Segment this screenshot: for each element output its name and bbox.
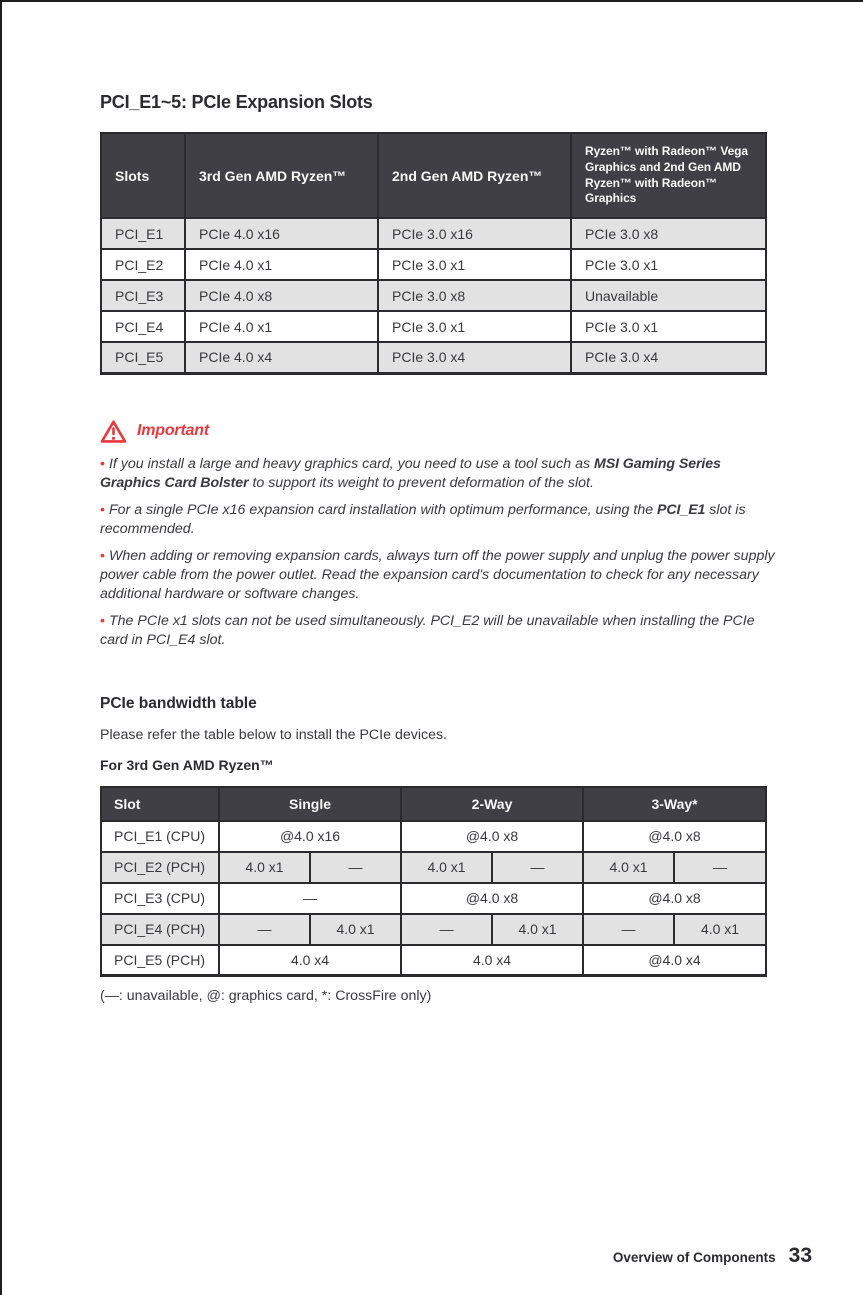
- bullet-icon: •: [100, 501, 105, 518]
- bandwidth-value-cell: @4.0 x8: [583, 883, 766, 914]
- table-row: [101, 218, 766, 249]
- bandwidth-value-cell: @4.0 x8: [583, 821, 766, 852]
- slot-name-cell: PCI_E4: [101, 311, 185, 342]
- slots-table-header-3rd-gen: 3rd Gen AMD Ryzen™: [185, 133, 378, 218]
- bandwidth-section-heading: PCIe bandwidth table: [100, 694, 257, 712]
- bandwidth-value-cell: @4.0 x4: [583, 945, 766, 976]
- bandwidth-value-cell: 4.0 x1: [492, 914, 583, 945]
- bandwidth-value-cell: @4.0 x8: [401, 821, 583, 852]
- slots-table-header-slots: Slots: [101, 133, 185, 218]
- slot-value-cell: PCIe 4.0 x8: [185, 280, 378, 311]
- slot-name-cell: PCI_E5: [101, 342, 185, 373]
- footer-page-number: 33: [788, 1244, 812, 1267]
- table-row: [101, 249, 766, 280]
- note-text: If you install a large and heavy graphics card, you need to use a tool such as: [108, 455, 595, 472]
- pcie-bandwidth-table: [100, 786, 767, 978]
- important-note: [100, 547, 778, 604]
- slot-value-cell: PCIe 3.0 x1: [378, 249, 571, 280]
- slot-value-cell: PCIe 3.0 x8: [571, 218, 766, 249]
- table-row: [101, 883, 766, 914]
- bandwidth-value-cell: —: [310, 852, 401, 883]
- table-row: [101, 852, 766, 883]
- note-text: The PCIe x1 slots can not be used simultaneously. PCI_E2 will be unavailable when installing the PCIe card in PCI_E4 slot.: [100, 612, 755, 648]
- bandwidth-header-2way: 2-Way: [401, 787, 583, 821]
- slots-table-header-row: [101, 133, 766, 218]
- bandwidth-value-cell: 4.0 x1: [583, 852, 674, 883]
- important-notes-list: [100, 455, 775, 650]
- slot-name-cell: PCI_E5 (PCH): [101, 945, 219, 976]
- bullet-icon: •: [100, 612, 105, 629]
- table-row: [101, 342, 766, 373]
- note-text: When adding or removing expansion cards, always turn off the power supply and unplug the power supply power cable from the power outlet. Read the expansion card's documentation to check for any necessary additional hardware or software changes.: [100, 547, 775, 602]
- slot-name-cell: PCI_E3: [101, 280, 185, 311]
- bandwidth-value-cell: @4.0 x8: [401, 883, 583, 914]
- bandwidth-value-cell: 4.0 x1: [401, 852, 492, 883]
- bandwidth-value-cell: 4.0 x1: [310, 914, 401, 945]
- slots-table-header-radeon: Ryzen™ with Radeon™ Vega Graphics and 2nd Gen AMD Ryzen™ with Radeon™ Graphics: [571, 133, 766, 218]
- slot-value-cell: PCIe 3.0 x1: [571, 249, 766, 280]
- warning-triangle-icon: [100, 419, 127, 444]
- slot-value-cell: PCIe 3.0 x4: [571, 342, 766, 373]
- bandwidth-value-cell: —: [219, 883, 401, 914]
- table-row: [101, 821, 766, 852]
- note-emphasis: MSI Gaming Series Graphics Card Bolster: [100, 455, 721, 491]
- page-footer: [613, 1244, 812, 1268]
- slot-value-cell: PCIe 3.0 x4: [378, 342, 571, 373]
- bandwidth-value-cell: 4.0 x4: [219, 945, 401, 976]
- bandwidth-value-cell: @4.0 x16: [219, 821, 401, 852]
- slots-table-header-2nd-gen: 2nd Gen AMD Ryzen™: [378, 133, 571, 218]
- note-text: For a single PCIe x16 expansion card installation with optimum performance, using the: [108, 501, 658, 518]
- bandwidth-table-header-row: [101, 787, 766, 821]
- page-title: PCI_E1~5: PCIe Expansion Slots: [100, 92, 373, 112]
- slot-value-cell: PCIe 4.0 x1: [185, 311, 378, 342]
- slot-name-cell: PCI_E2 (PCH): [101, 852, 219, 883]
- important-note: [100, 501, 778, 539]
- slot-name-cell: PCI_E3 (CPU): [101, 883, 219, 914]
- bandwidth-value-cell: —: [401, 914, 492, 945]
- bandwidth-intro-text: Please refer the table below to install the PCIe devices.: [100, 726, 447, 743]
- bandwidth-value-cell: 4.0 x1: [674, 914, 766, 945]
- bandwidth-value-cell: —: [492, 852, 583, 883]
- bandwidth-value-cell: 4.0 x1: [219, 852, 310, 883]
- footer-section-title: Overview of Components: [612, 1250, 776, 1265]
- table-row: [101, 280, 766, 311]
- slot-value-cell: PCIe 4.0 x4: [185, 342, 378, 373]
- bullet-icon: •: [100, 547, 105, 564]
- table-row: [101, 311, 766, 342]
- note-emphasis: PCI_E1: [657, 501, 706, 518]
- important-header: [100, 419, 765, 444]
- slot-name-cell: PCI_E1: [101, 218, 185, 249]
- slot-name-cell: PCI_E2: [101, 249, 185, 280]
- bandwidth-header-single: Single: [219, 787, 401, 821]
- note-text: slot is recommended.: [100, 501, 746, 537]
- bullet-icon: •: [100, 455, 105, 472]
- slot-value-cell: PCIe 3.0 x1: [378, 311, 571, 342]
- table-row: [101, 945, 766, 976]
- bandwidth-header-3way: 3-Way*: [583, 787, 766, 821]
- slot-value-cell: PCIe 4.0 x16: [185, 218, 378, 249]
- slot-value-cell: PCIe 3.0 x16: [378, 218, 571, 249]
- bandwidth-value-cell: 4.0 x4: [401, 945, 583, 976]
- slot-name-cell: PCI_E1 (CPU): [101, 821, 219, 852]
- note-text: to support its weight to prevent deformation of the slot.: [248, 474, 594, 491]
- pcie-slots-table: [100, 132, 767, 375]
- bandwidth-value-cell: —: [219, 914, 310, 945]
- important-note: [100, 612, 778, 650]
- slot-value-cell: PCIe 3.0 x1: [571, 311, 766, 342]
- important-note: [100, 455, 778, 493]
- important-label: Important: [137, 422, 209, 439]
- bandwidth-value-cell: —: [583, 914, 674, 945]
- slot-value-cell: Unavailable: [571, 280, 766, 311]
- page-content: [100, 92, 775, 1004]
- slot-value-cell: PCIe 4.0 x1: [185, 249, 378, 280]
- bandwidth-value-cell: —: [674, 852, 766, 883]
- bandwidth-subheading: For 3rd Gen AMD Ryzen™: [100, 756, 274, 773]
- table-row: [101, 914, 766, 945]
- bandwidth-legend: (—: unavailable, @: graphics card, *: CrossFire only): [100, 988, 432, 1004]
- slot-name-cell: PCI_E4 (PCH): [101, 914, 219, 945]
- bandwidth-header-slot: Slot: [101, 787, 219, 821]
- slot-value-cell: PCIe 3.0 x8: [378, 280, 571, 311]
